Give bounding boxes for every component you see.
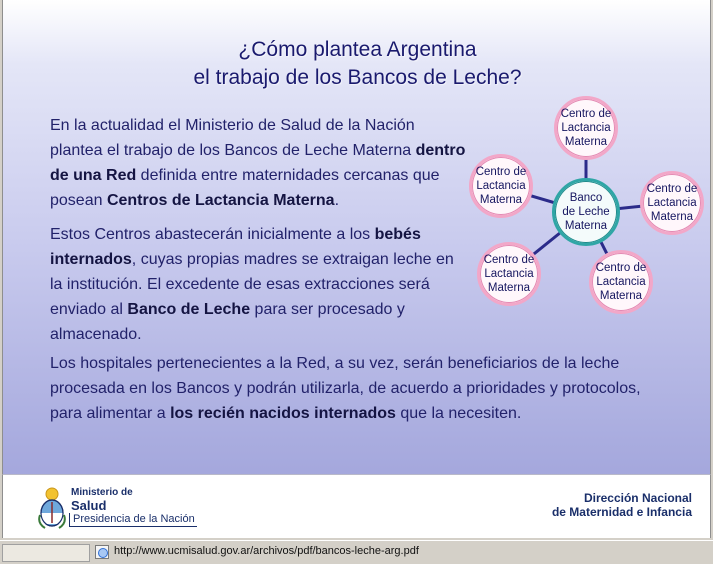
direction-name [552, 491, 692, 519]
p2-text-1: Estos Centros abastecerán inicialmente a los [50, 226, 375, 243]
direction-line-1: Dirección Nacional [583, 491, 692, 505]
p3-text-1: Los hospitales pertenecientes a la Red, a su vez, serán beneficiarios de la leche procesada en los Bancos y podrán utilizarla, de acuerdo a prioridades y protocolos, para alimentar a [50, 355, 641, 422]
paragraph-red [50, 113, 470, 213]
p1-bold-2: Centros de Lactancia Materna [106, 192, 335, 209]
ministry-name-line-2: Salud [71, 498, 107, 513]
node-centro-lactancia-left: Centro de Lactancia Materna [469, 154, 533, 218]
p1-text-1: En la actualidad el Ministerio de Salud de la Nación plantea el trabajo de los Bancos de Leche Materna [50, 117, 416, 159]
p1-text-3: . [334, 192, 340, 209]
p3-bold-1: los recién nacidos internados [170, 405, 396, 422]
p2-text-3: para ser procesado y almacenado. [50, 301, 405, 343]
slide-footer [2, 474, 711, 538]
ministry-name-line-3: Presidencia de la Nación [69, 513, 197, 527]
p2-text-2: , cuyas propias madres se extraigan leche en la institución. El excedente de esas extracciones será enviado al [50, 251, 454, 318]
p3-text-2: que la necesiten. [395, 405, 522, 422]
network-diagram [466, 92, 713, 320]
slide [2, 0, 711, 538]
direction-line-2: de Maternidad e Infancia [551, 505, 692, 519]
node-centro-lactancia-bottom-left: Centro de Lactancia Materna [477, 242, 541, 306]
node-banco-de-leche: Banco de Leche Materna [552, 178, 620, 246]
p1-bold-1: dentro de una Red [50, 142, 466, 184]
paragraph-centros [50, 222, 470, 347]
slide-title-line-1: ¿Cómo plantea Argentina [238, 38, 477, 61]
node-centro-lactancia-top: Centro de Lactancia Materna [554, 96, 618, 160]
node-centro-lactancia-right: Centro de Lactancia Materna [640, 171, 704, 235]
p2-bold-2: Banco de Leche [127, 301, 251, 318]
national-coat-of-arms-icon [37, 485, 67, 529]
status-url: http://www.ucmisalud.gov.ar/archivos/pdf/bancos-leche-arg.pdf [114, 545, 419, 557]
slide-title-line-2: el trabajo de los Bancos de Leche? [193, 66, 522, 89]
p2-bold-1: bebés internados [50, 226, 421, 268]
ministry-name-line-1: Ministerio de [71, 487, 133, 498]
browser-status-bar [0, 540, 713, 564]
node-centro-lactancia-bottom-right: Centro de Lactancia Materna [589, 250, 653, 314]
paragraph-hospitales [50, 351, 670, 426]
p1-text-2: definida entre maternidades cercanas que posean [50, 167, 440, 209]
status-bar-pane [2, 544, 90, 562]
web-page-icon [95, 545, 109, 559]
